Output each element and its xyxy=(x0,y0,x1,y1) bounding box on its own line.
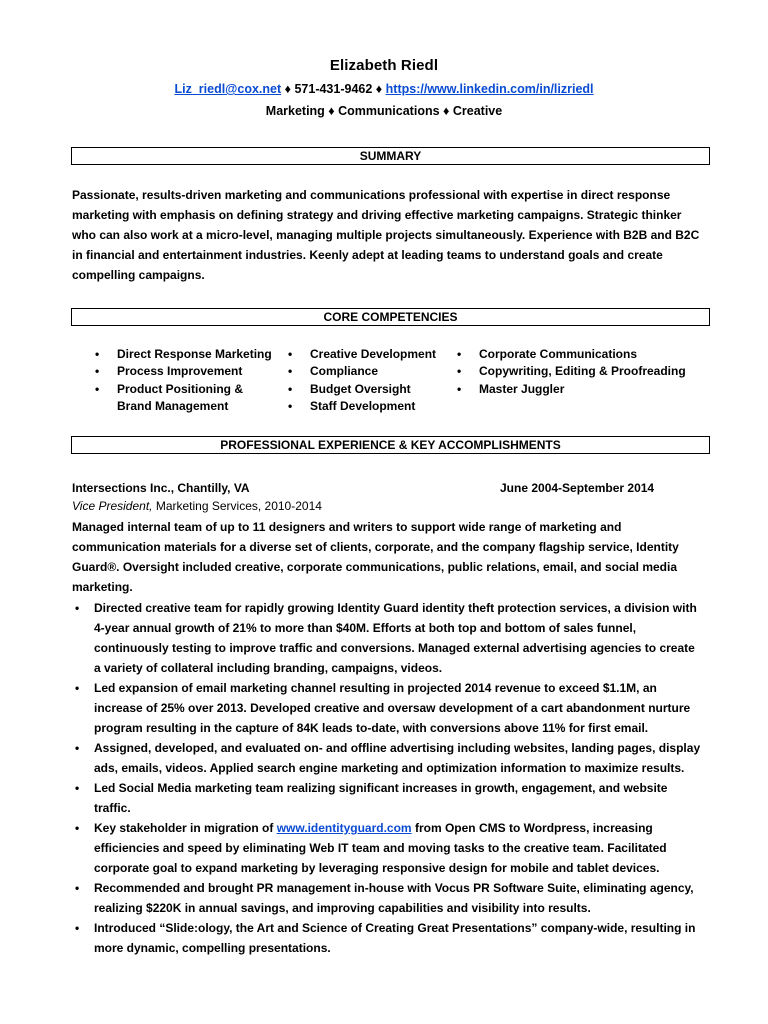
job-intro xyxy=(72,517,712,597)
summary-line: in financial and entertainment industries. Keenly adept at leading teams to understand goals and create xyxy=(72,248,663,262)
role-detail: Marketing Services, 2010-2014 xyxy=(152,499,322,513)
bullet-icon: • xyxy=(95,381,100,396)
competency-item: • Corporate Communications xyxy=(457,346,686,363)
competency-item: • Creative Development xyxy=(288,346,436,363)
contact-line xyxy=(0,82,768,96)
bullet-icon: • xyxy=(457,347,462,361)
bullet-icon: • xyxy=(288,364,293,379)
competency-item: • Process Improvement xyxy=(95,363,272,380)
bullet-icon: • xyxy=(75,741,80,755)
bullet-icon: • xyxy=(75,821,80,835)
competency-item: • Master Juggler xyxy=(457,381,686,398)
bullet-icon: • xyxy=(95,347,100,361)
bullet-icon: • xyxy=(75,881,80,895)
bullet-icon: • xyxy=(457,381,462,396)
competencies-heading: CORE COMPETENCIES xyxy=(71,308,710,326)
summary-text xyxy=(72,185,712,285)
phone-number: ♦ 571-431-9462 ♦ xyxy=(281,82,386,96)
experience-heading: PROFESSIONAL EXPERIENCE & KEY ACCOMPLISHMENTS xyxy=(71,436,710,454)
job-role xyxy=(72,499,322,513)
tagline: Marketing ♦ Communications ♦ Creative xyxy=(265,104,503,118)
bullet-icon: • xyxy=(288,398,293,413)
summary-heading: SUMMARY xyxy=(71,147,710,165)
identityguard-link[interactable]: www.identityguard.com xyxy=(276,821,412,835)
competency-item-continued: Brand Management xyxy=(117,398,229,413)
role-title: Vice President, xyxy=(72,499,153,513)
summary-line: who can also work at a micro-level, managing multiple projects simultaneously. Experience with B2B and B2C xyxy=(72,228,700,242)
competencies-column-1 xyxy=(95,346,272,415)
email-link[interactable]: Liz_riedl@cox.net xyxy=(174,82,282,96)
intro-line: marketing. xyxy=(72,580,133,594)
bullet-icon: • xyxy=(95,364,100,379)
competency-item: • Budget Oversight xyxy=(288,381,436,398)
bullet-icon: • xyxy=(75,681,80,695)
summary-line: marketing with emphasis on defining strategy and driving effective marketing campaigns. Strategic thinker xyxy=(72,208,682,222)
competency-item: • Compliance xyxy=(288,363,436,380)
competency-item: • Product Positioning & xyxy=(95,381,272,398)
bullet-icon: • xyxy=(288,381,293,396)
bullet-icon: • xyxy=(288,347,293,361)
competencies-column-3 xyxy=(457,346,686,398)
bullet-icon: • xyxy=(457,364,462,379)
company-name: Intersections Inc., Chantilly, VA xyxy=(72,481,250,495)
summary-line: Passionate, results-driven marketing and communications professional with expertise in direct response xyxy=(72,188,671,202)
bullet-icon: • xyxy=(75,601,80,615)
job-dates: June 2004-September 2014 xyxy=(500,481,655,495)
summary-line: compelling campaigns. xyxy=(72,268,205,282)
competency-item: • Direct Response Marketing xyxy=(95,346,272,363)
competencies-column-2 xyxy=(288,346,436,415)
resume-page: Elizabeth Riedl Liz_riedl@cox.net ♦ 571-431-9462 ♦ https://www.linkedin.com/in/lizriedl Marketing ♦ Communications ♦ Creative SUMMARY Passionate, results-driven marketing and communications professional with expertise in direct response marketing with emphasis on defining strategy and driving effective marketing campaigns. Strategic thinker who can also work at a micro-level, managing multiple projects simultaneously. Experience with B2B and B2C in financial and entertainment industries. Keenly adept at leading teams to understand goals and create compelling campaigns. CORE COMPETENCIES • Direct Response Marketing • Process Improvement • Product Positioning & Brand Management • Creative Development • Compliance • Budget Oversight • Staff Development • Corporate Communications • Copywriting, Editing & Proofreading • Master Juggler PROFESSIONAL EXPERIENCE & KEY ACCOMPLISHMENTS Intersections Inc., Chantilly, VA June 2004-September 2014 Vice President, Marketing Services, 2010-2014 Managed internal team of up to 11 designers and writers to support wide range of marketing and communication materials for a diverse set of clients, corporate, and the company flagship service, Identity Guard®. Oversight included creative, corporate communications, public relations, email, and social media marketing. • Directed creative team for rapidly growing Identity Guard identity theft protection services, a division with 4-year annual growth of 21% to more than $40M. Efforts at both top and bottom of sales funnel, continuously testing to improve traffic and conversions. Managed external advertising agencies to create a variety of collateral including branding, campaigns, videos. • Led expansion of email marketing channel resulting in projected 2014 revenue to exceed $1.1M, an increase of 25% over 2013. Developed creative and oversaw development of a cart abandonment nurture program resulting in the capture of 84K leads to-date, with conversions above 11% for first email. • Assigned, developed, and evaluated on- and offline advertising including websites, landing pages, display ads, emails, videos. Applied search engine marketing and optimization information to maximize results. • Led Social Media marketing team realizing significant increases in growth, engagement, and website traffic. • Key stakeholder in migration of www.identityguard.com from Open CMS to Wordpress, increasing efficiencies and speed by eliminating Web IT team and moving tasks to the creative team. Facilitated corporate goal to expand marketing by leveraging responsive design for mobile and tablet devices. • Recommended and brought PR management in-house with Vocus PR Software Suite, eliminating agency, realizing $220K in annual savings, and improving capabilities and visibility into results. • Introduced “Slide:ology, the Art and Science of Creating Great Presentations” company-wide, resulting in more dynamic, compelling presentations. xyxy=(0,0,768,1024)
competency-item: • Staff Development xyxy=(288,398,436,415)
intro-line: communication materials for a diverse set of clients, corporate, and the company flagship service, Identity xyxy=(72,540,679,554)
competency-item: • Copywriting, Editing & Proofreading xyxy=(457,363,686,380)
intro-line: Managed internal team of up to 11 designers and writers to support wide range of marketing and xyxy=(72,520,622,534)
intro-line: Guard®. Oversight included creative, corporate communications, public relations, email, and social media xyxy=(72,560,678,574)
linkedin-link[interactable]: https://www.linkedin.com/in/lizriedl xyxy=(385,82,594,96)
candidate-name: Elizabeth Riedl xyxy=(329,57,439,74)
bullet-icon: • xyxy=(75,781,80,795)
bullet-icon: • xyxy=(75,921,80,935)
